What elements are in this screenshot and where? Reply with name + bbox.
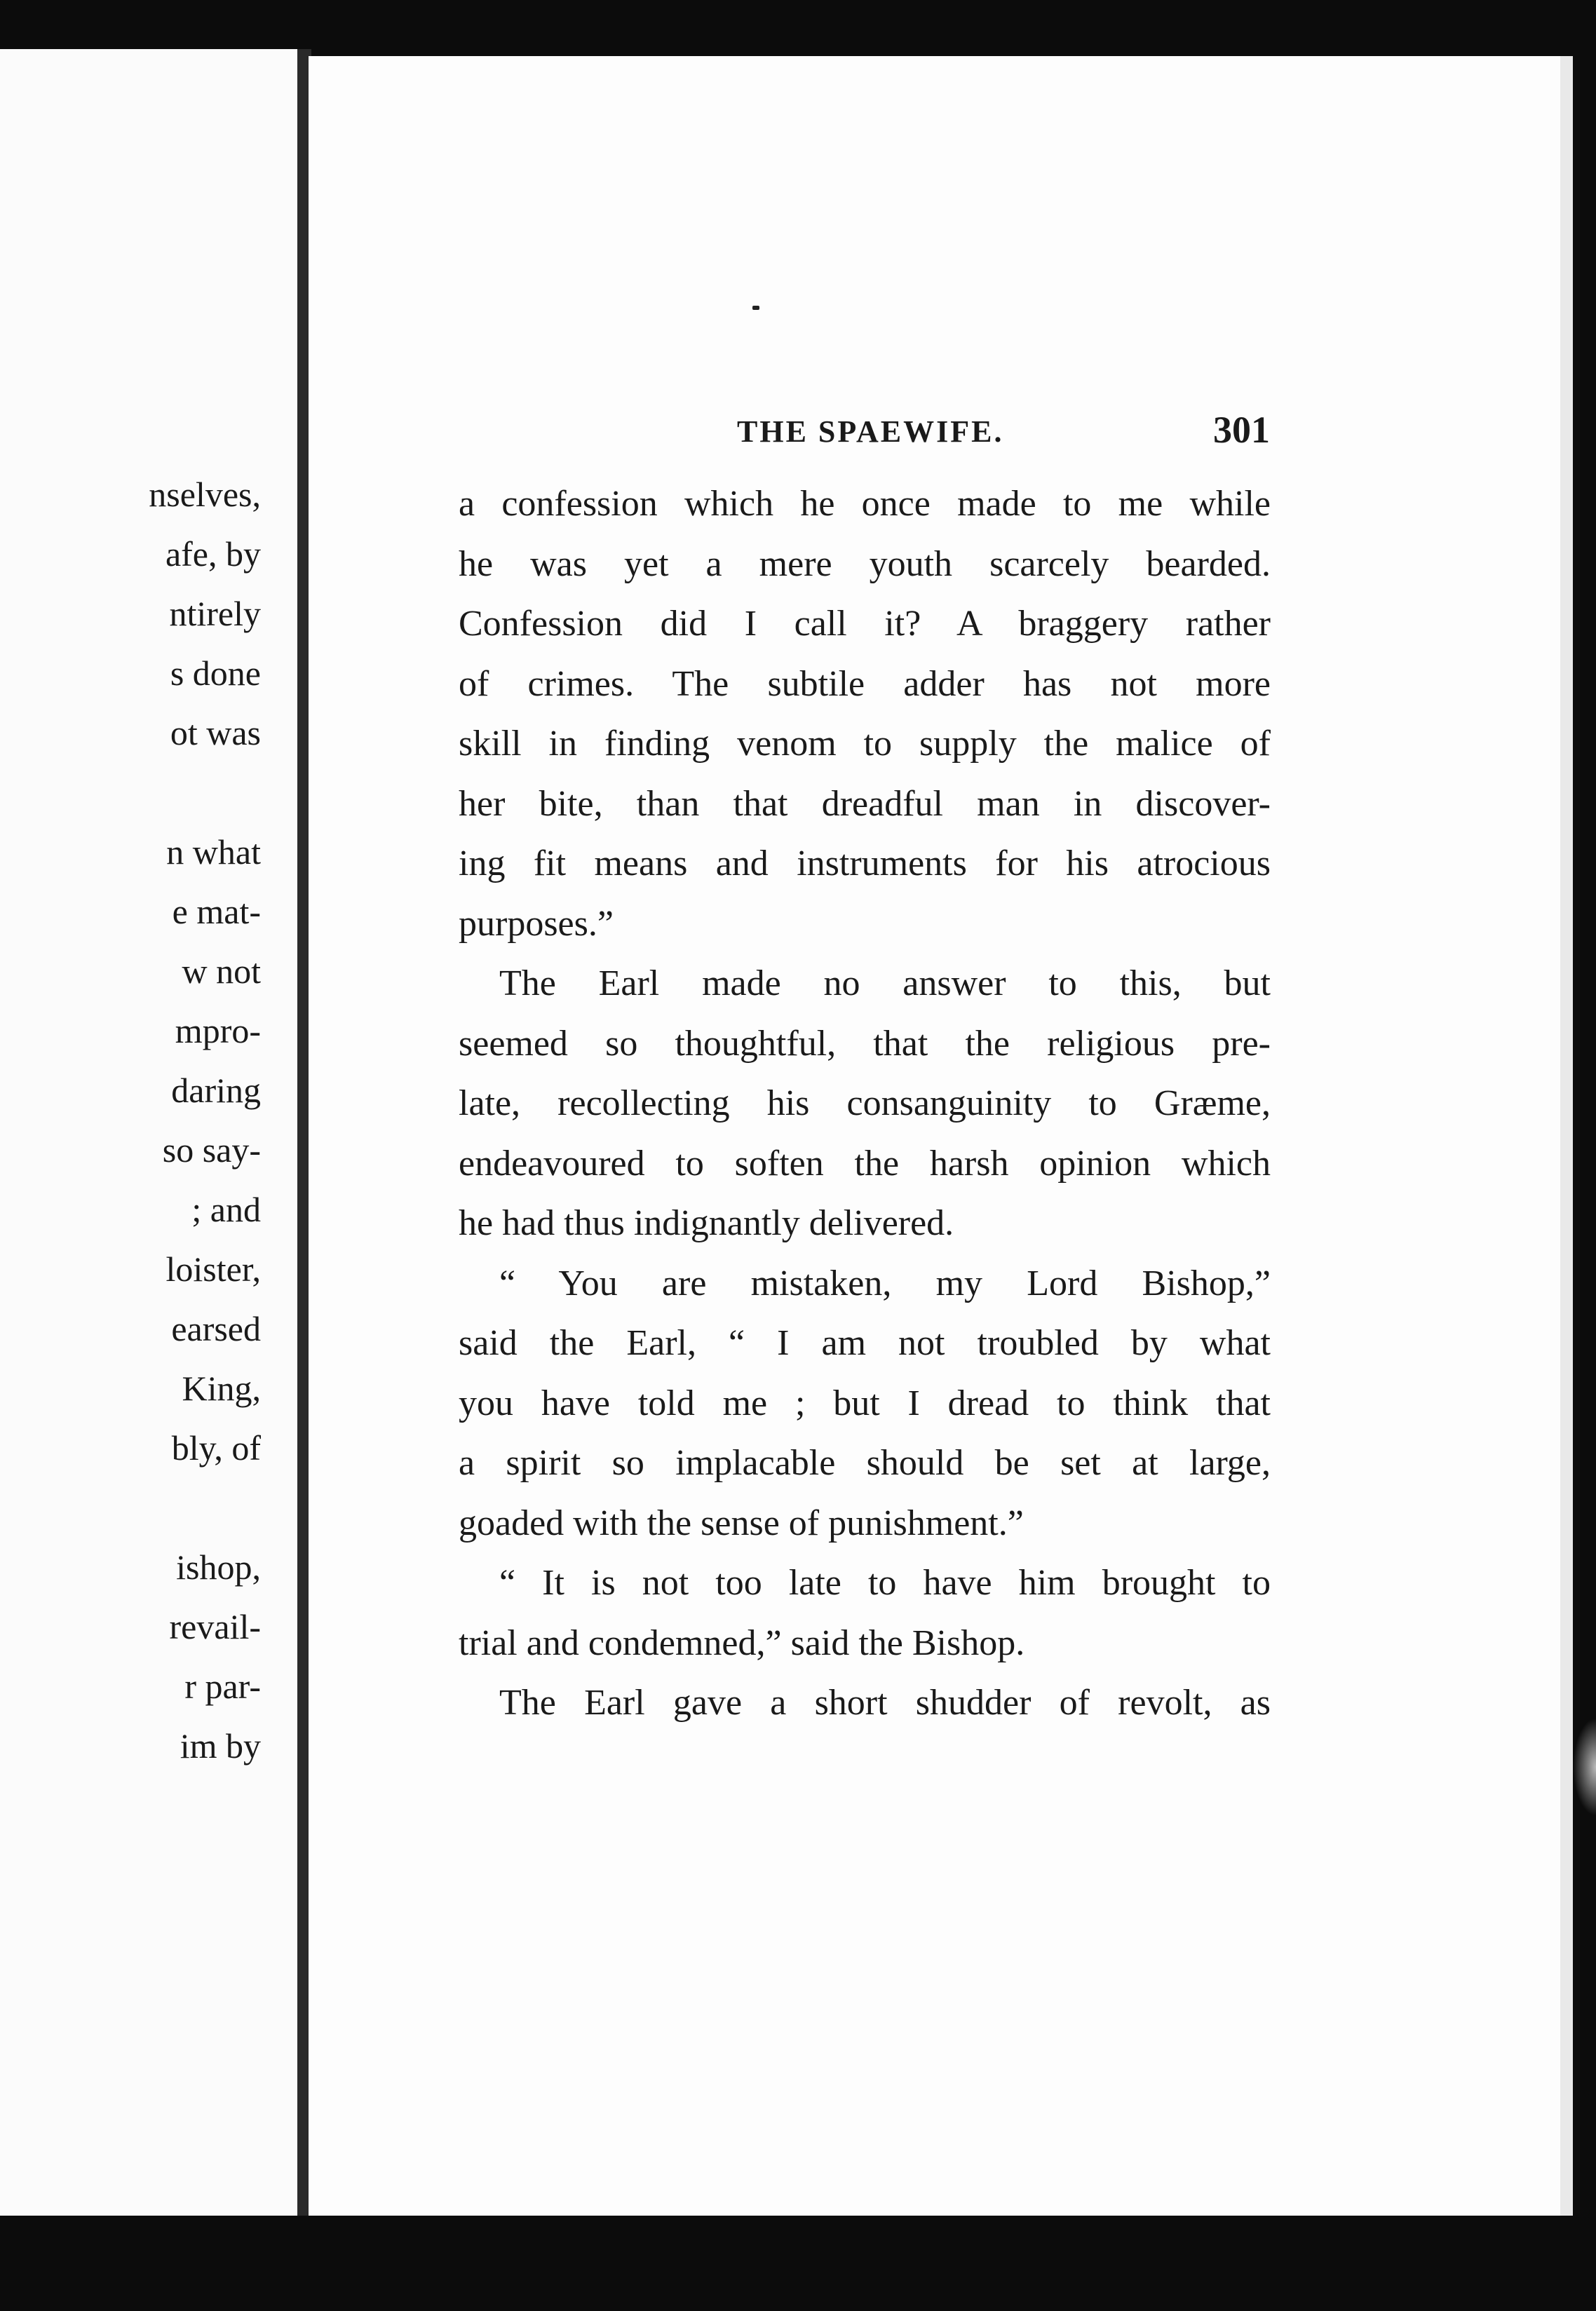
text-line: of crimes. The subtile adder has not more — [459, 663, 1271, 704]
text-line: a confession which he once made to me while — [459, 484, 1271, 524]
left-line: so say- — [162, 1130, 261, 1170]
ink-speck — [752, 306, 759, 310]
left-line: e mat- — [172, 892, 261, 931]
text-line: The Earl gave a short shudder of revolt, as — [499, 1683, 1271, 1723]
text-line: her bite, than that dreadful man in discover- — [459, 783, 1271, 824]
left-line: n what — [166, 832, 261, 872]
running-head — [737, 409, 1270, 463]
left-line: King, — [182, 1369, 261, 1408]
left-line: ishop, — [176, 1547, 261, 1587]
text-line: endeavoured to soften the harsh opinion which — [459, 1143, 1271, 1184]
left-line: ot was — [170, 713, 261, 752]
text-line: skill in finding venom to supply the malice of — [459, 724, 1271, 764]
left-line: revail- — [169, 1607, 261, 1646]
left-line: bly, of — [171, 1428, 261, 1468]
text-line: a spirit so implacable should be set at large, — [459, 1443, 1271, 1483]
text-line: he was yet a mere youth scarcely bearded. — [459, 543, 1271, 584]
left-line: daring — [171, 1071, 261, 1110]
text-line: purposes.” — [459, 903, 614, 944]
text-line: The Earl made no answer to this, but — [499, 963, 1271, 1003]
text-line: said the Earl, “ I am not troubled by what — [459, 1323, 1271, 1363]
left-line: ; and — [191, 1190, 261, 1229]
left-line: nselves, — [149, 475, 261, 514]
left-line: im by — [180, 1726, 261, 1766]
running-title: THE SPAEWIFE. — [737, 414, 1004, 449]
text-line: you have told me ; but I dread to think that — [459, 1383, 1271, 1423]
text-line: late, recollecting his consanguinity to Græme, — [459, 1083, 1271, 1123]
text-line: seemed so thoughtful, that the religious pre- — [459, 1023, 1271, 1064]
text-line: ing fit means and instruments for his atrocious — [459, 843, 1271, 883]
text-line: Confession did I call it? A braggery rather — [459, 604, 1271, 644]
page-number: 301 — [1213, 409, 1270, 451]
left-line: afe, by — [165, 534, 261, 574]
left-line: mpro- — [175, 1011, 261, 1050]
scan-edge-shadow — [1573, 1718, 1596, 1816]
text-line: “ It is not too late to have him brought to — [499, 1563, 1271, 1603]
text-line: “ You are mistaken, my Lord Bishop,” — [499, 1263, 1271, 1303]
left-line: earsed — [171, 1309, 261, 1348]
text-line: he had thus indignantly delivered. — [459, 1203, 954, 1243]
left-line: r par- — [184, 1667, 261, 1706]
left-line: loister, — [165, 1249, 261, 1289]
text-line: goaded with the sense of punishment.” — [459, 1503, 1024, 1543]
left-line: w not — [182, 951, 261, 991]
page-body-text — [459, 474, 1271, 1733]
left-line: s done — [170, 653, 261, 693]
left-line: ntirely — [169, 594, 261, 633]
text-line: trial and condemned,” said the Bishop. — [459, 1622, 1025, 1663]
left-facing-page — [0, 49, 303, 2216]
